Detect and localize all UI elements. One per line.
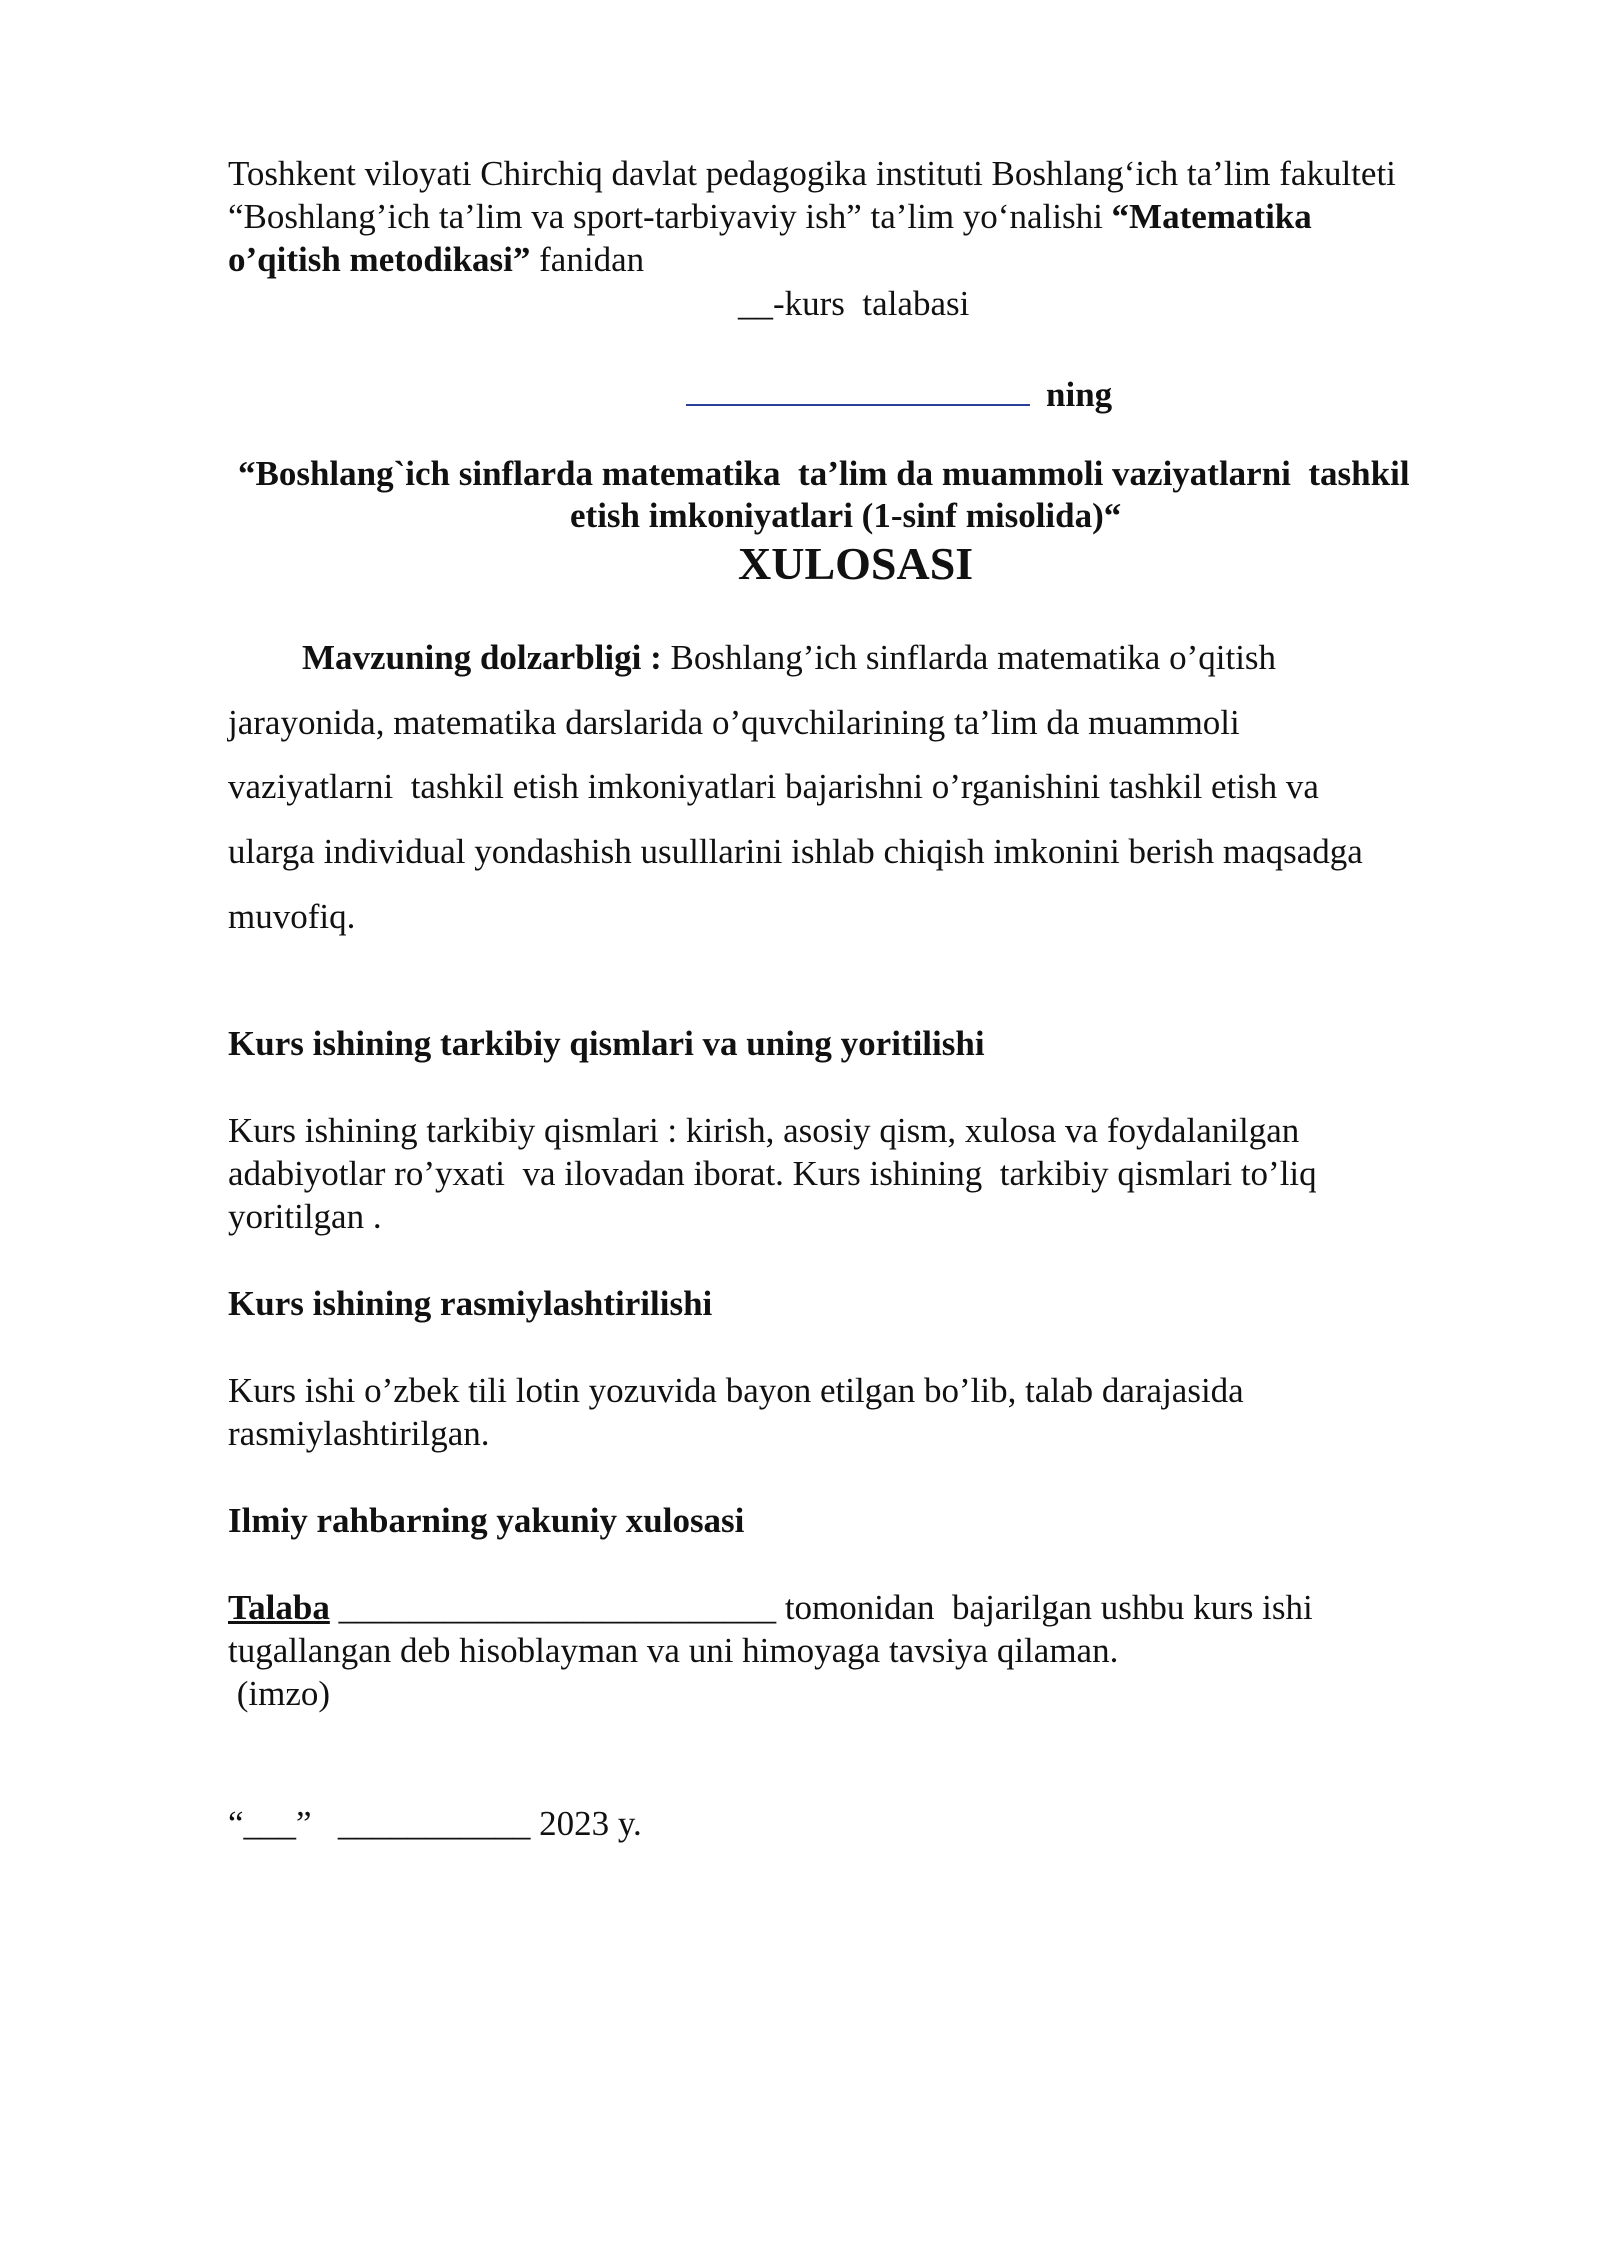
course-line: __-kurs talabasi (738, 284, 970, 323)
student-name-blank (686, 374, 1030, 406)
topic-line-2: etish imkoniyatlari (1-sinf misolida)“ (570, 496, 1122, 535)
fanidan-text: fanidan (530, 240, 645, 279)
section-structure-line-2: adabiyotlar ro’yxati va ilovadan iborat. Kurs ishining tarkibiy qismlari to’liq (228, 1154, 1317, 1193)
section-formatting-line-2: rasmiylashtirilgan. (228, 1414, 490, 1453)
header-line-3 (228, 238, 644, 281)
section-structure-line-1: Kurs ishining tarkibiy qismlari : kirish, asosiy qism, xulosa va foydalanilgan (228, 1111, 1300, 1150)
section-conclusion-heading: Ilmiy rahbarning yakuniy xulosasi (228, 1501, 745, 1540)
header-line-1: Toshkent viloyati Chirchiq davlat pedagogika instituti Boshlang‘ich ta’lim fakulteti (228, 154, 1396, 193)
supervisor-statement-line-2: tugallangan deb hisoblayman va uni himoyaga tavsiya qilaman. (228, 1631, 1119, 1670)
talaba-label: Talaba (228, 1588, 330, 1627)
ning-text: ning (1046, 375, 1113, 414)
supervisor-statement-line-1 (228, 1586, 1313, 1629)
section-formatting-heading: Kurs ishining rasmiylashtirilishi (228, 1284, 713, 1323)
section-formatting-line-1: Kurs ishi o’zbek tili lotin yozuvida bayon etilgan bo’lib, talab darajasida (228, 1371, 1244, 1410)
subject-name-end: o’qitish metodikasi” (228, 240, 531, 279)
document-title: XULOSASI (738, 538, 974, 589)
relevance-text-1: Boshlang’ich sinflarda matematika o’qitish (670, 638, 1277, 677)
topic-line-1: “Boshlang`ich sinflarda matematika ta’lim da muammoli vaziyatlarni tashkil (238, 454, 1410, 493)
relevance-line-5: muvofiq. (228, 897, 356, 936)
header-line-2 (228, 195, 1312, 238)
relevance-label: Mavzuning dolzarbligi : (302, 638, 671, 677)
relevance-line-1 (302, 636, 1276, 679)
subject-name-start: “Matematika (1111, 197, 1312, 236)
section-structure-heading: Kurs ishining tarkibiy qismlari va uning yoritilishi (228, 1024, 985, 1063)
relevance-line-3: vaziyatlarni tashkil etish imkoniyatlari bajarishni o’rganishini tashkil etish va (228, 767, 1319, 806)
program-name: “Boshlang’ich ta’lim va sport-tarbiyaviy ish” ta’lim yo‘nalishi (228, 197, 1112, 236)
signature-label: (imzo) (228, 1674, 331, 1713)
section-structure-line-3: yoritilgan . (228, 1197, 382, 1236)
student-name-line (686, 373, 1112, 416)
talaba-blank-text: _________________________ tomonidan bajarilgan ushbu kurs ishi (329, 1588, 1313, 1627)
date-line: “___” ___________ 2023 y. (228, 1804, 642, 1843)
relevance-line-4: ularga individual yondashish usulllarini ishlab chiqish imkonini berish maqsadga (228, 832, 1363, 871)
relevance-line-2: jarayonida, matematika darslarida o’quvchilarining ta’lim da muammoli (228, 703, 1240, 742)
